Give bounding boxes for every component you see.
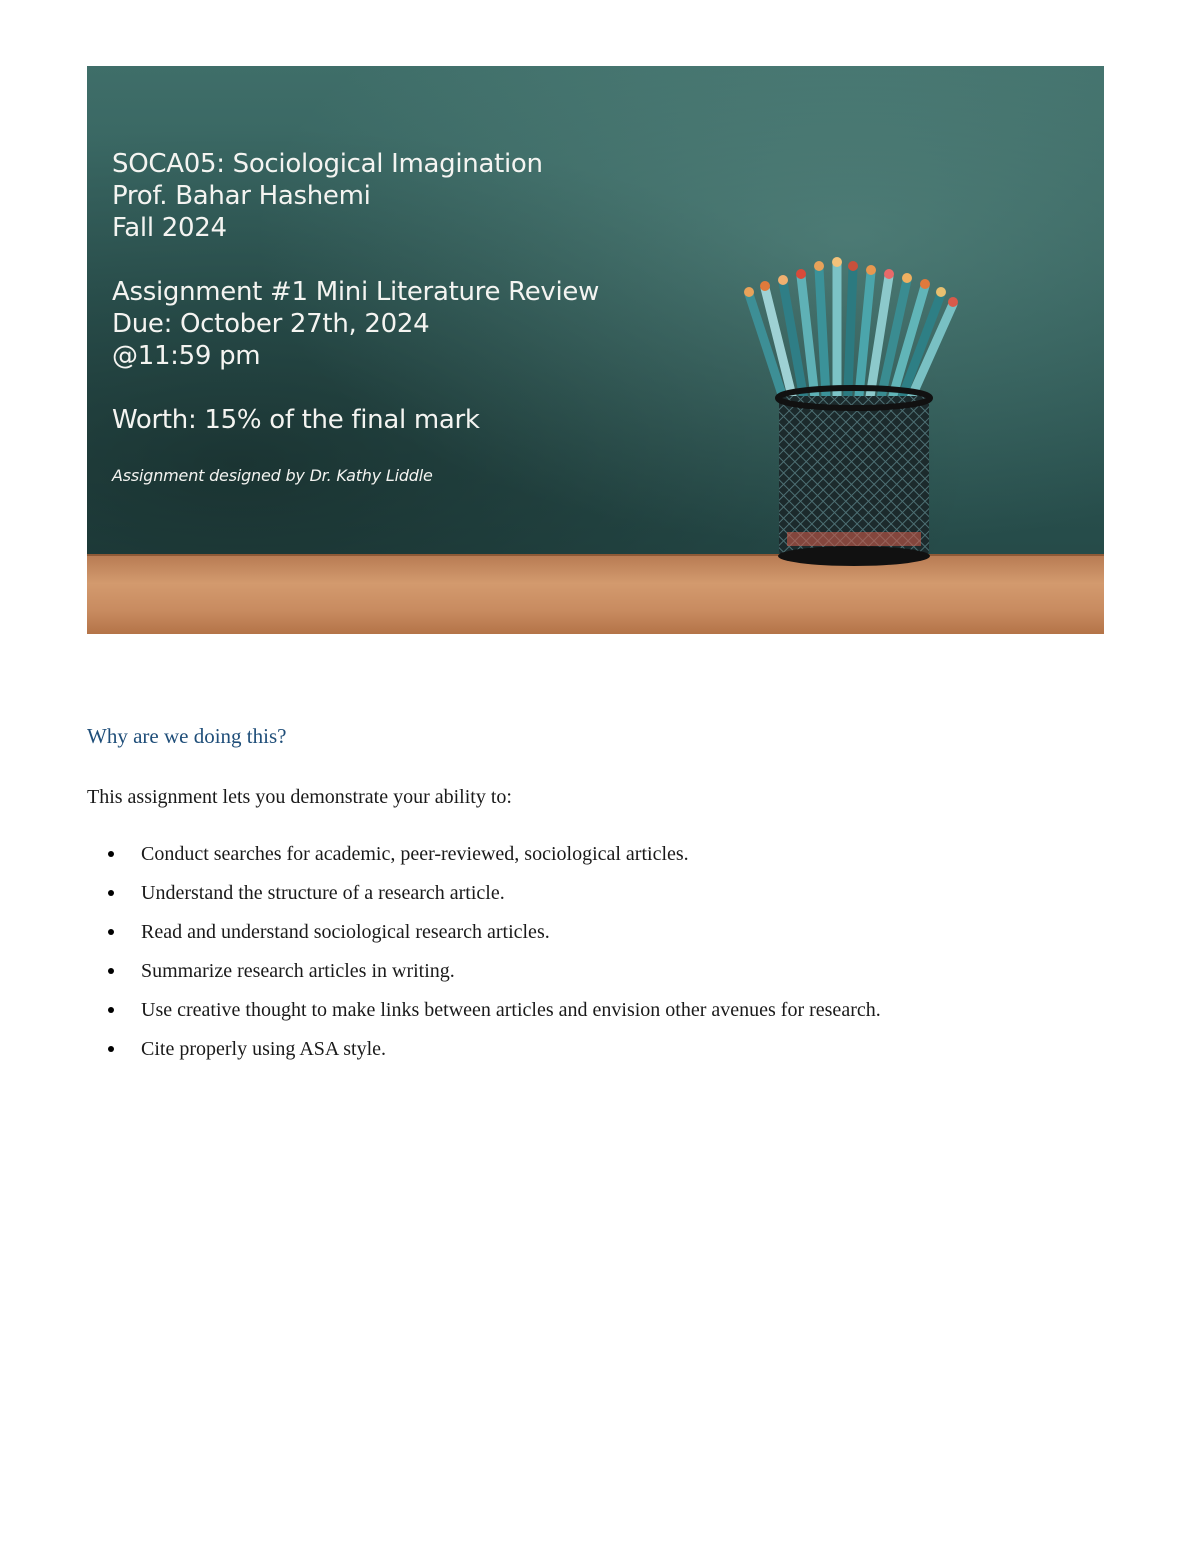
- intro-paragraph: This assignment lets you demonstrate your ability to:: [87, 786, 512, 808]
- due-time: @11:59 pm: [112, 341, 261, 371]
- bullet-icon: [108, 1046, 114, 1052]
- bullet-icon: [108, 851, 114, 857]
- list-item: [87, 955, 881, 994]
- list-item: [87, 916, 881, 955]
- list-item-text: Summarize research articles in writing.: [141, 960, 455, 982]
- list-item-text: Use creative thought to make links between articles and envision other avenues for research.: [141, 999, 881, 1021]
- header-banner-image: [87, 66, 1104, 634]
- due-date: Due: October 27th, 2024: [112, 309, 430, 339]
- bullet-icon: [108, 968, 114, 974]
- list-item: [87, 994, 881, 1033]
- bullet-icon: [108, 1007, 114, 1013]
- list-item: [87, 1033, 881, 1072]
- list-item-text: Understand the structure of a research article.: [141, 882, 505, 904]
- objectives-list: [87, 838, 881, 1072]
- assignment-worth: Worth: 15% of the final mark: [112, 405, 480, 435]
- assignment-credit: Assignment designed by Dr. Kathy Liddle: [112, 466, 433, 485]
- list-item-text: Cite properly using ASA style.: [141, 1038, 386, 1060]
- list-item-text: Conduct searches for academic, peer-reviewed, sociological articles.: [141, 843, 689, 865]
- list-item: [87, 877, 881, 916]
- banner-text-block: [112, 148, 599, 485]
- professor-name: Prof. Bahar Hashemi: [112, 181, 371, 211]
- bullet-icon: [108, 890, 114, 896]
- list-item-text: Read and understand sociological research articles.: [141, 921, 550, 943]
- bullet-icon: [108, 929, 114, 935]
- course-title: SOCA05: Sociological Imagination: [112, 149, 543, 179]
- assignment-title: Assignment #1 Mini Literature Review: [112, 277, 600, 307]
- list-item: [87, 838, 881, 877]
- section-heading: Why are we doing this?: [87, 724, 287, 748]
- term: Fall 2024: [112, 213, 227, 243]
- pencil-cup-icon: [727, 246, 987, 576]
